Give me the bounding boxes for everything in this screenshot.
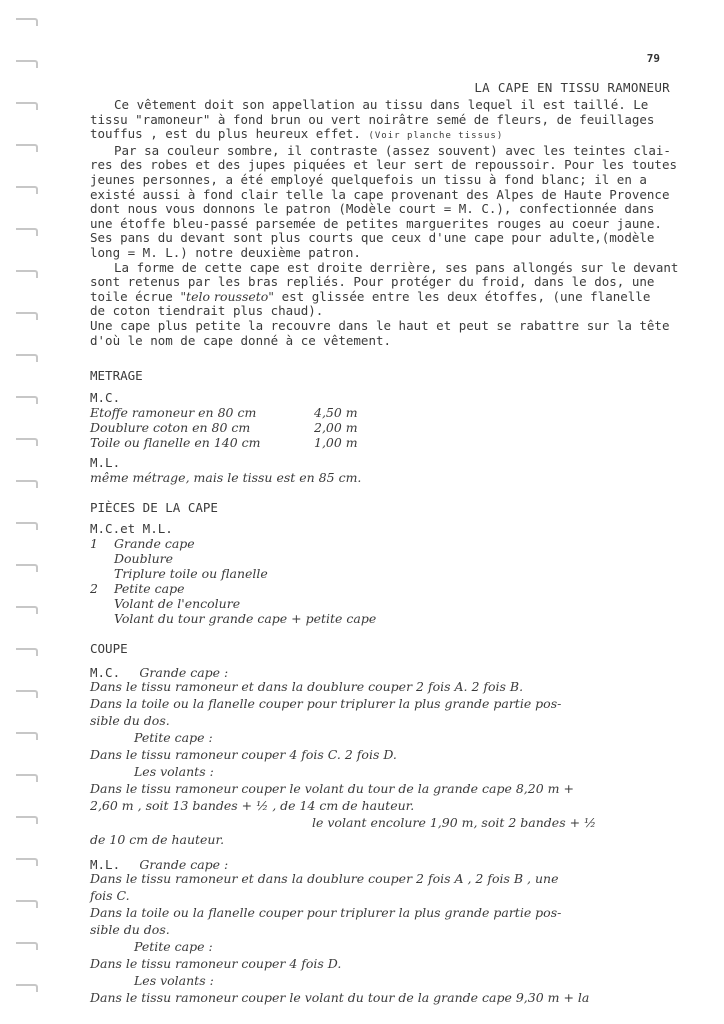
document-body	[90, 80, 679, 1007]
coupe-line: Dans la toile ou la flanelle couper pour triplurer la plus grande partie pos-	[90, 905, 562, 921]
text-line: existé aussi à fond clair telle la cape provenant des Alpes de Haute Provence	[90, 186, 670, 202]
text-line: toile écrue "telo rousseto" est glissée entre les deux étoffes, (une flanelle	[90, 288, 651, 304]
binder-hole	[16, 396, 38, 404]
text-line: res des robes et des jupes piquées et leur sert de repoussoir. Pour les toutes	[90, 157, 677, 173]
coupe-section	[90, 641, 670, 1007]
binder-hole	[16, 480, 38, 488]
text-line: dont nous vous donnons le patron (Modèle court = M. C.), confectionnée dans	[90, 201, 655, 217]
model-label: M.L.	[90, 455, 121, 471]
text-line: de coton tiendrait plus chaud).	[90, 303, 324, 319]
fabric-quantity: 2,00 m	[314, 420, 358, 436]
text-line: La forme de cette cape est droite derrière, ses pans allongés sur le devant	[114, 259, 679, 275]
coupe-line: 2,60 m , soit 13 bandes + ½ , de 14 cm de hauteur.	[90, 798, 415, 814]
text-line: sont retenus par les bras repliés. Pour protéger du froid, dans le dos, une	[90, 274, 655, 290]
metrage-row	[90, 435, 670, 450]
intro-text	[90, 97, 679, 348]
coupe-line: M.L. Grande cape :	[90, 857, 229, 873]
text-line: Ce vêtement doit son appellation au tissu dans lequel il est taillé. Le	[114, 97, 649, 112]
text-line: Par sa couleur sombre, il contraste (assez souvent) avec les teintes clai-	[114, 142, 671, 158]
text-line: Ses pans du devant sont plus courts que ceux d'une cape pour adulte,(modèle	[90, 230, 655, 246]
coupe-line: Dans le tissu ramoneur et dans la doublure couper 2 fois A. 2 fois B.	[90, 679, 524, 695]
binder-hole	[16, 522, 38, 530]
coupe-line: sible du dos.	[90, 713, 170, 729]
coupe-line: fois C.	[90, 888, 130, 904]
coupe-line: Les volants :	[134, 973, 214, 989]
binder-hole	[16, 102, 38, 110]
coupe-line: M.C. Grande cape :	[90, 665, 229, 681]
binder-hole	[16, 774, 38, 782]
coupe-line: sible du dos.	[90, 922, 170, 938]
piece-item: Doublure	[114, 551, 174, 567]
piece-item: 2 Petite cape	[90, 581, 185, 597]
coupe-line: Dans le tissu ramoneur couper le volant du tour de la grande cape 9,30 m + la	[90, 990, 590, 1006]
piece-item: 1 Grande cape	[90, 536, 195, 552]
text-line: Une cape plus petite la recouvre dans le haut et peut se rabattre sur la tête	[90, 317, 670, 333]
binder-hole	[16, 900, 38, 908]
text-line: une étoffe bleu-passé parsemée de petites marguerites rouges au coeur jaune.	[90, 215, 662, 231]
section-heading: COUPE	[90, 641, 128, 657]
binder-hole	[16, 18, 38, 26]
fabric-name: Toile ou flanelle en 140 cm	[90, 435, 261, 451]
piece-item: Triplure toile ou flanelle	[114, 566, 268, 582]
plate-reference: (Voir planche tissus)	[368, 131, 504, 142]
piece-item: Volant du tour grande cape + petite cape	[114, 611, 377, 627]
binder-hole	[16, 354, 38, 362]
text-line: tissu "ramoneur" à fond brun ou vert noirâtre semé de fleurs, de feuillages	[90, 111, 655, 127]
coupe-line: le volant encolure 1,90 m, soit 2 bandes + ½	[312, 815, 597, 831]
pieces-section	[90, 500, 670, 626]
coupe-line: Petite cape :	[134, 730, 213, 746]
binder-hole	[16, 858, 38, 866]
piece-item: Volant de l'encolure	[114, 596, 241, 612]
fabric-quantity: 1,00 m	[314, 435, 358, 451]
page-number: 79	[646, 52, 660, 65]
metrage-section	[90, 368, 670, 485]
coupe-line: Dans la toile ou la flanelle couper pour triplurer la plus grande partie pos-	[90, 696, 562, 712]
coupe-line: Petite cape :	[134, 939, 213, 955]
text-line: d'où le nom de cape donné à ce vêtement.	[90, 332, 392, 348]
binder-hole	[16, 186, 38, 194]
binder-hole	[16, 144, 38, 152]
metrage-row	[90, 420, 670, 435]
coupe-line: Les volants :	[134, 764, 214, 780]
binder-hole	[16, 816, 38, 824]
section-heading: METRAGE	[90, 368, 143, 384]
text-line: jeunes personnes, a été employé quelquefois un tissu à fond blanc; il en a	[90, 171, 647, 187]
coupe-line: Dans le tissu ramoneur couper le volant du tour de la grande cape 8,20 m +	[90, 781, 574, 797]
coupe-line: Dans le tissu ramoneur couper 4 fois D.	[90, 956, 342, 972]
coupe-line: Dans le tissu ramoneur et dans la doublure couper 2 fois A , 2 fois B , une	[90, 871, 559, 887]
text-line: touffus , est du plus heureux effet. (Voir planche tissus)	[90, 126, 504, 142]
coupe-line: Dans le tissu ramoneur couper 4 fois C. 2 fois D.	[90, 747, 397, 763]
binder-hole	[16, 312, 38, 320]
fabric-name: Doublure coton en 80 cm	[90, 420, 251, 436]
fabric-name: Etoffe ramoneur en 80 cm	[90, 405, 257, 421]
provencal-term: "telo rousseto"	[180, 288, 275, 304]
binder-hole	[16, 648, 38, 656]
model-label: M.C.et M.L.	[90, 521, 173, 537]
binder-hole	[16, 984, 38, 992]
binder-hole	[16, 942, 38, 950]
binder-hole	[16, 564, 38, 572]
text-line: long = M. L.) notre deuxième patron.	[90, 244, 361, 260]
metrage-note: même métrage, mais le tissu est en 85 cm.	[90, 470, 362, 486]
section-heading: PIÈCES DE LA CAPE	[90, 500, 218, 516]
binder-hole	[16, 606, 38, 614]
metrage-row	[90, 405, 670, 420]
binder-hole	[16, 270, 38, 278]
binder-hole	[16, 732, 38, 740]
binder-hole	[16, 690, 38, 698]
page-title: LA CAPE EN TISSU RAMONEUR	[474, 80, 670, 95]
binder-hole	[16, 60, 38, 68]
fabric-quantity: 4,50 m	[314, 405, 358, 421]
coupe-line: de 10 cm de hauteur.	[90, 832, 225, 848]
model-label: M.C.	[90, 390, 121, 406]
binder-hole	[16, 438, 38, 446]
binder-hole	[16, 228, 38, 236]
